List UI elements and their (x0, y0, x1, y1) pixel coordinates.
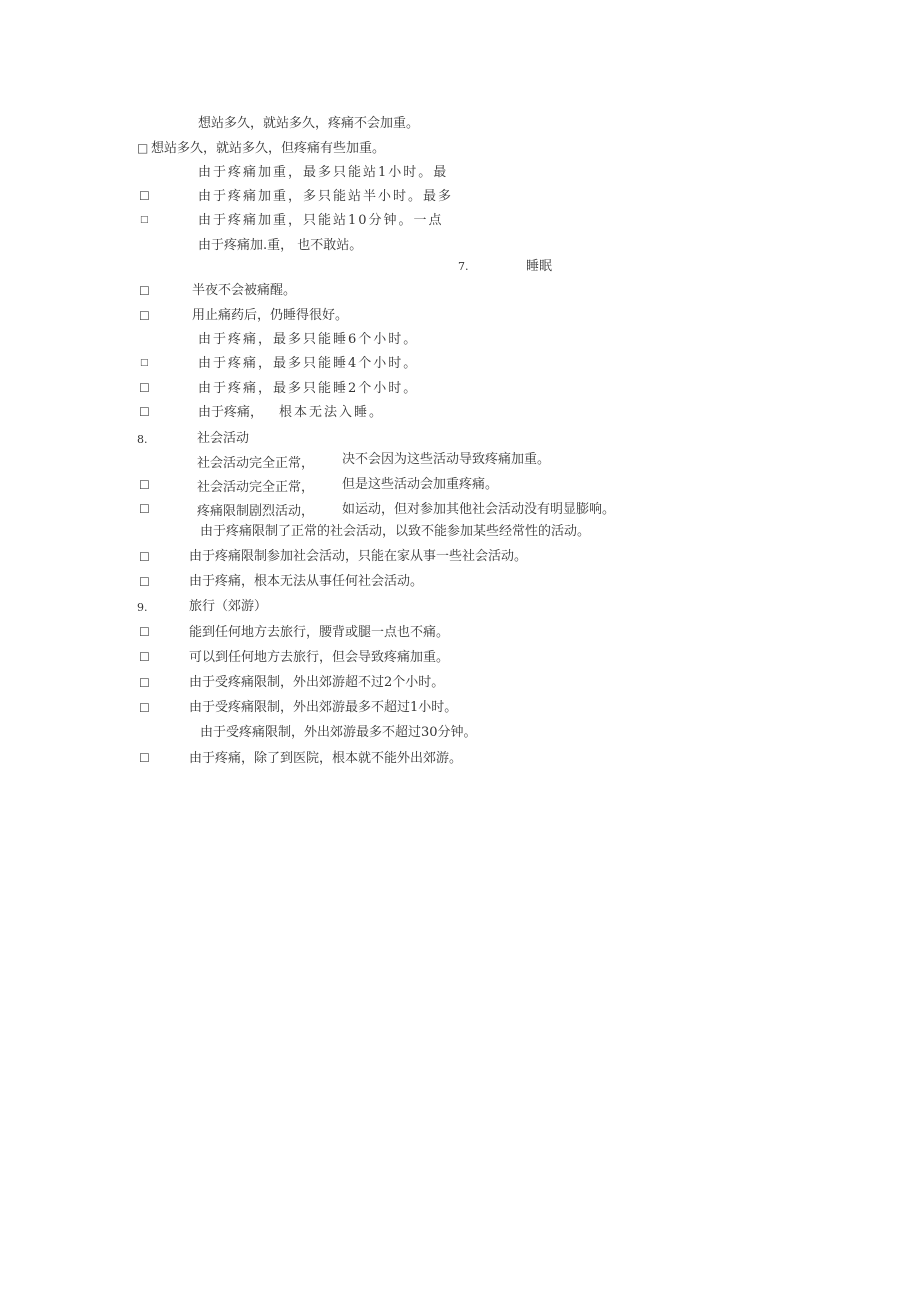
travel-option-1: 能到任何地方去旅行，腰背或腿一点也不痛。 (189, 625, 450, 640)
social-option-4: 由于疼痛限制了正常的社会活动，以致不能参加某些经常性的活动。 (200, 524, 591, 539)
section-8-title: 社会活动 (197, 431, 250, 446)
travel-option-6: 由于疼痛，除了到医院，根本就不能外出郊游。 (189, 751, 463, 766)
section-9-number: 9. (137, 601, 148, 614)
travel-option-3: 由于受疼痛限制，外出郊游超不过2个小时。 (189, 675, 445, 690)
checkbox[interactable]: ☐ (139, 625, 150, 639)
checkbox[interactable]: ☐ (139, 701, 150, 715)
social-option-5: 由于疼痛限制参加社会活动，只能在家从事一些社会活动。 (189, 549, 528, 564)
checkbox[interactable]: □ (140, 358, 149, 368)
travel-option-2: 可以到任何地方去旅行，但会导致疼痛加重。 (189, 650, 450, 665)
checkbox[interactable]: ☐ (139, 751, 150, 765)
social-option-3b: 如运动，但对参加其他社会活动没有明显膨响。 (342, 502, 616, 517)
checkbox[interactable]: ☐ (139, 650, 150, 664)
checkbox[interactable]: ☐ (139, 550, 150, 564)
sleep-option-1: 半夜不会被痛醒。 (192, 283, 297, 298)
sleep-option-6a: 由于疼痛， (198, 405, 264, 420)
checkbox[interactable]: □ (140, 215, 149, 225)
checkbox[interactable]: ☐ (139, 381, 150, 395)
section-8-number: 8. (137, 433, 148, 446)
checkbox[interactable]: ☐ (139, 309, 150, 323)
section-7-number: 7. (458, 260, 469, 273)
sleep-option-2: 用止痛药后，仍睡得很好。 (192, 308, 349, 323)
sleep-option-5: 由于疼痛，最多只能睡2个小时。 (198, 381, 419, 396)
checkbox[interactable]: ☐ (139, 676, 150, 690)
social-option-2b: 但是这些活动会加重疼痛。 (342, 477, 499, 492)
checkbox[interactable]: ☐ (139, 502, 150, 516)
social-option-6: 由于疼痛，根本无法从事任何社会活动。 (189, 574, 424, 589)
section-9-title: 旅行（郊游） (189, 599, 268, 614)
standing-option-4: 由于疼痛加重，多只能站半小时。最多 (198, 189, 454, 204)
social-option-2a: 社会活动完全正常， (197, 480, 315, 495)
checkbox[interactable]: ☐ (139, 284, 150, 298)
standing-option-6: 由于疼痛加.重， 也不敢站。 (198, 238, 363, 253)
standing-option-2: 想站多久，就站多久，但疼痛有些加重。 (151, 141, 386, 156)
sleep-option-6b: 根本无法入睡。 (279, 405, 385, 420)
standing-option-1: 想站多久，就站多久，疼痛不会加重。 (198, 116, 420, 131)
checkbox[interactable]: ☐ (139, 478, 150, 492)
section-7-title: 睡眠 (526, 259, 553, 274)
travel-option-5: 由于受疼痛限制，外出郊游最多不超过30分钟。 (200, 725, 477, 740)
sleep-option-4: 由于疼痛，最多只能睡4个小时。 (198, 356, 419, 371)
checkbox[interactable]: ☐ (139, 575, 150, 589)
checkbox[interactable]: ☐ (139, 405, 150, 419)
checkbox[interactable]: □ (137, 141, 149, 155)
social-option-3a: 疼痛限制剧烈活动， (197, 504, 315, 519)
social-option-1a: 社会活动完全正常， (197, 456, 315, 471)
social-option-1b: 决不会因为这些活动导致疼痛加重。 (342, 452, 551, 467)
travel-option-4: 由于受疼痛限制，外出郊游最多不超过1小时。 (189, 700, 458, 715)
standing-option-5: 由于疼痛加重，只能站10分钟。一点 (198, 213, 444, 228)
standing-option-3: 由于疼痛加重，最多只能站1小时。最 (198, 165, 449, 180)
checkbox[interactable]: ☐ (139, 189, 150, 203)
sleep-option-3: 由于疼痛，最多只能睡6个小时。 (198, 332, 419, 347)
